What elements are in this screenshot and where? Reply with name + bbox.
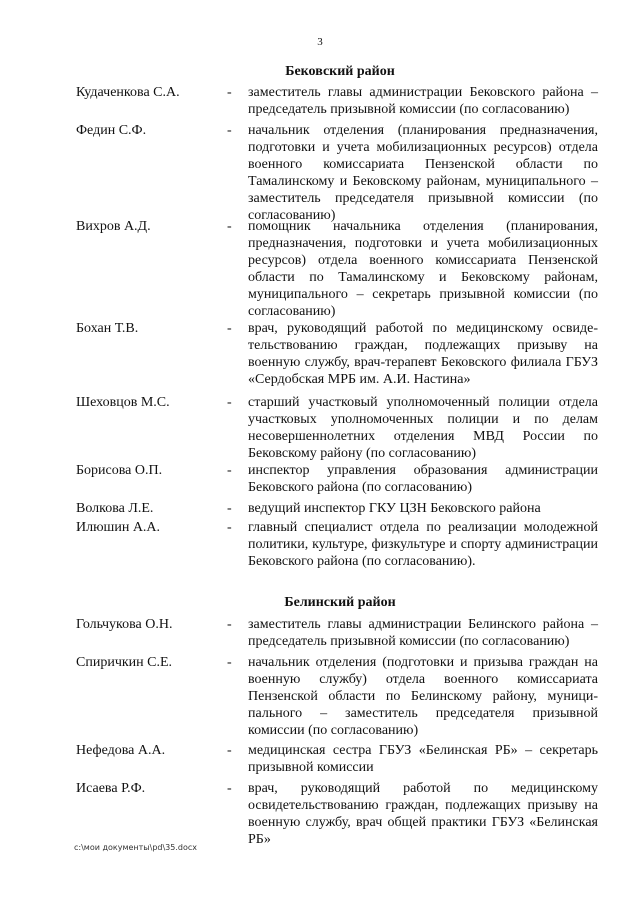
section-title: Белинский район: [284, 595, 396, 610]
dash: -: [227, 85, 232, 100]
page-number: 3: [317, 36, 323, 48]
member-name: Борисова О.П.: [76, 463, 163, 478]
dash: -: [227, 655, 232, 670]
member-name: Кудаченкова С.А.: [76, 85, 180, 100]
member-name: Федин С.Ф.: [76, 123, 147, 138]
dash: -: [227, 781, 232, 796]
dash: -: [227, 501, 232, 516]
section-title: Бековский район: [285, 64, 395, 79]
dash: -: [227, 321, 232, 336]
member-name: Спиричкин С.Е.: [76, 655, 173, 670]
dash: -: [227, 395, 232, 410]
member-name: Исаева Р.Ф.: [76, 781, 146, 796]
member-role: врач, руководящий работой по медицинскому освидетельствованию граждан, подлежащих призыву на военную службу, врач общей практики ГБУЗ «Белинская РБ»: [248, 781, 598, 847]
dash: -: [227, 463, 232, 478]
member-role: ведущий инспектор ГКУ ЦЗН Бековского района: [248, 501, 541, 516]
dash: -: [227, 617, 232, 632]
dash: -: [227, 123, 232, 138]
member-name: Илюшин А.А.: [76, 520, 161, 535]
member-role: инспектор управления образования администрации Бековского района (по согласованию): [248, 463, 598, 495]
member-name: Вихров А.Д.: [76, 219, 151, 234]
member-role: заместитель главы администрации Белинского района – председатель призывной комиссии (по согласованию): [248, 617, 598, 649]
member-role: начальник отделения (планирования предназначения, подготовки и учета мобилизационных ресурсов) отдела военного комиссариата Пензенской области по Тамалинскому и Бековскому районам, муниципального – заместитель председателя призывной комиссии (по согласованию): [248, 123, 598, 223]
member-role: медицинская сестра ГБУЗ «Белинская РБ» – секретарь призывной комиссии: [248, 743, 598, 775]
member-role: помощник начальника отделения (планирования, предназначения, подготовки и учета мобилизационных ресурсов) отдела военного комиссариата Пензенской области по Тамалинскому и Бековскому районам, муниципального – секретарь призывной комиссии (по согласованию): [248, 219, 598, 319]
member-role: врач, руководящий работой по медицинскому освидетельствованию граждан, подлежащих призыву на военную службу, врач-терапевт Бековского филиала ГБУЗ «Сердобская МРБ им. А.И. Настина»: [248, 321, 598, 387]
dash: -: [227, 219, 232, 234]
member-name: Нефедова А.А.: [76, 743, 166, 758]
member-role: старший участковый уполномоченный полиции отдела участковых уполномоченных полиции и по делам несовершеннолетних отделения МВД России по Бековскому району (по согласованию): [248, 395, 598, 461]
footer-file-path: с:\мои документы\pd\35.docx: [74, 843, 197, 852]
dash: -: [227, 520, 232, 535]
member-role: заместитель главы администрации Бековского района – председатель призывной комиссии (по согласованию): [248, 85, 598, 117]
member-name: Гольчукова О.Н.: [76, 617, 173, 632]
dash: -: [227, 743, 232, 758]
member-name: Волкова Л.Е.: [76, 501, 154, 516]
member-name: Бохан Т.В.: [76, 321, 139, 336]
member-role: главный специалист отдела по реализации молодежной политики, культуре, физкультуре и спорту администрации Бековского района (по согласованию).: [248, 520, 598, 569]
member-role: начальник отделения (подготовки и призыва граждан на военную службу) отдела военного комиссариата Пензенской области по Белинскому району, муниципального – заместитель председателя призывной комиссии (по согласованию): [248, 655, 598, 738]
member-name: Шеховцов М.С.: [76, 395, 170, 410]
